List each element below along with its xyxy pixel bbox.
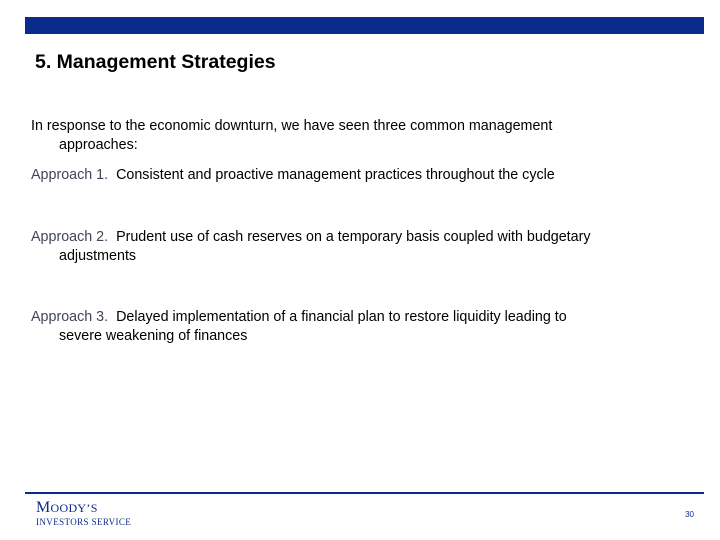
approach-3-label: Approach 3. <box>31 309 109 325</box>
approach-2 <box>31 228 671 266</box>
intro-line-1: In response to the economic downturn, we have seen three common management <box>31 118 553 134</box>
header-bar <box>25 17 704 34</box>
approach-1 <box>31 166 671 185</box>
intro-paragraph <box>31 117 671 155</box>
logo-wordmark-rest: OODY’S <box>50 501 98 515</box>
moodys-logo <box>36 499 131 527</box>
approach-3-text-cont: severe weakening of finances <box>59 328 248 344</box>
approach-1-label: Approach 1. <box>31 167 109 183</box>
approach-2-text-cont: adjustments <box>59 248 137 264</box>
logo-wordmark <box>36 499 131 517</box>
page-number: 30 <box>685 510 694 519</box>
approach-2-text: Prudent use of cash reserves on a temporary basis coupled with budgetary <box>116 229 591 245</box>
logo-tagline: INVESTORS SERVICE <box>36 517 132 527</box>
logo-wordmark-cap: M <box>36 499 51 516</box>
slide-title: 5. Management Strategies <box>35 51 276 73</box>
intro-line-2: approaches: <box>59 137 138 153</box>
footer-divider <box>25 492 704 494</box>
approach-3 <box>31 308 671 346</box>
approach-2-label: Approach 2. <box>31 229 109 245</box>
approach-1-text: Consistent and proactive management practices throughout the cycle <box>116 167 555 183</box>
approach-3-text: Delayed implementation of a financial plan to restore liquidity leading to <box>116 309 567 325</box>
